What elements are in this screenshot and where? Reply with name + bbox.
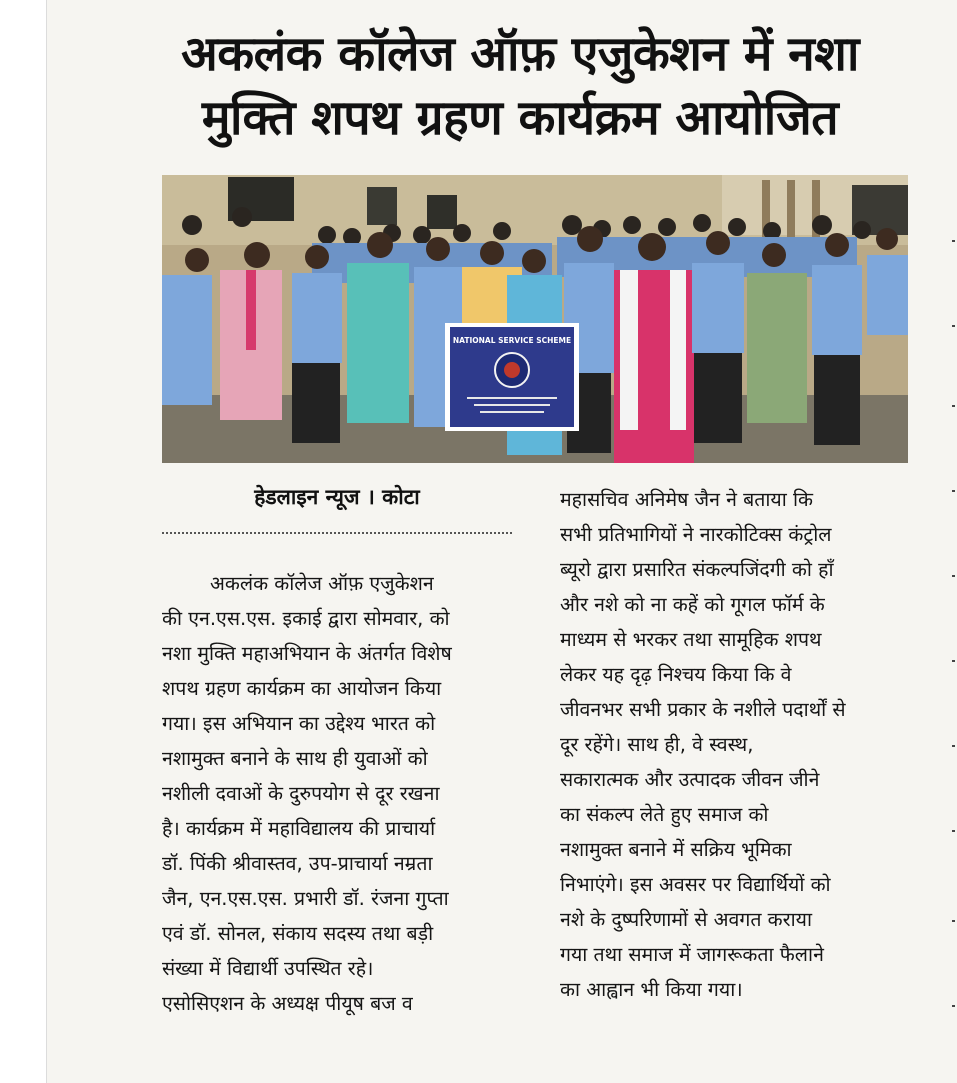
body-line: गया तथा समाज में जागरूकता फैलाने	[560, 943, 824, 966]
body-line: अकलंक कॉलेज ऑफ़ एजुकेशन	[210, 572, 434, 595]
left-margin-strip	[0, 0, 47, 1083]
article-photo	[162, 175, 908, 463]
body-line: शपथ ग्रहण कार्यक्रम का आयोजन किया	[162, 677, 442, 700]
body-line: और नशे को ना कहें को गूगल फॉर्म के	[560, 593, 825, 616]
body-line: एवं डॉ. सोनल, संकाय सदस्य तथा बड़ी	[162, 922, 434, 945]
body-line: दूर रहेंगे। साथ ही, वे स्वस्थ,	[560, 733, 754, 756]
body-line: जीवनभर सभी प्रकार के नशीले पदार्थों से	[560, 698, 846, 721]
body-line: ब्यूरो द्वारा प्रसारित संकल्पजिंदगी को हाँ	[560, 558, 834, 581]
body-line: का आह्वान भी किया गया।	[560, 978, 743, 1001]
body-line: नशा मुक्ति महाअभियान के अंतर्गत विशेष	[162, 642, 452, 665]
body-line: की एन.एस.एस. इकाई द्वारा सोमवार, को	[162, 607, 450, 630]
body-line: सभी प्रतिभागियों ने नारकोटिक्स कंट्रोल	[560, 523, 832, 546]
body-line: एसोसिएशन के अध्यक्ष पीयूष बज व	[162, 992, 413, 1015]
article-column-right	[560, 482, 912, 1007]
body-line: डॉ. पिंकी श्रीवास्तव, उप-प्राचार्या नम्रता	[162, 852, 433, 875]
body-line: जैन, एन.एस.एस. प्रभारी डॉ. रंजना गुप्ता	[162, 887, 449, 910]
headline-line-2: मुक्ति शपथ ग्रहण कार्यक्रम आयोजित	[201, 90, 839, 146]
body-line: महासचिव अनिमेष जैन ने बताया कि	[560, 488, 814, 511]
body-line: है। कार्यक्रम में महाविद्यालय की प्राचार्या	[162, 817, 436, 840]
banner-title: NATIONAL SERVICE SCHEME	[452, 336, 572, 345]
body-line: का संकल्प लेते हुए समाज को	[560, 803, 769, 826]
body-line: गया। इस अभियान का उद्देश्य भारत को	[162, 712, 436, 735]
body-line: नशे के दुष्परिणामों से अवगत कराया	[560, 908, 813, 931]
article-headline	[120, 22, 920, 150]
body-line: नशामुक्त बनाने में सक्रिय भूमिका	[560, 838, 792, 861]
article-column-left	[162, 566, 514, 1021]
body-line: निभाएंगे। इस अवसर पर विद्यार्थियों को	[560, 873, 831, 896]
body-line: लेकर यह दृढ़ निश्चय किया कि वे	[560, 663, 792, 686]
body-line: सकारात्मक और उत्पादक जीवन जीने	[560, 768, 820, 791]
body-line: संख्या में विद्यार्थी उपस्थित रहे।	[162, 957, 374, 980]
body-line: नशीली दवाओं के दुरुपयोग से दूर रखना	[162, 782, 440, 805]
body-line: माध्यम से भरकर तथा सामूहिक शपथ	[560, 628, 822, 651]
body-line: नशामुक्त बनाने के साथ ही युवाओं को	[162, 747, 428, 770]
dateline: हेडलाइन न्यूज । कोटा	[254, 485, 420, 509]
dotted-divider	[162, 532, 512, 534]
adjacent-column-edge	[950, 230, 957, 1050]
headline-line-1: अकलंक कॉलेज ऑफ़ एजुकेशन में नशा	[181, 26, 859, 82]
